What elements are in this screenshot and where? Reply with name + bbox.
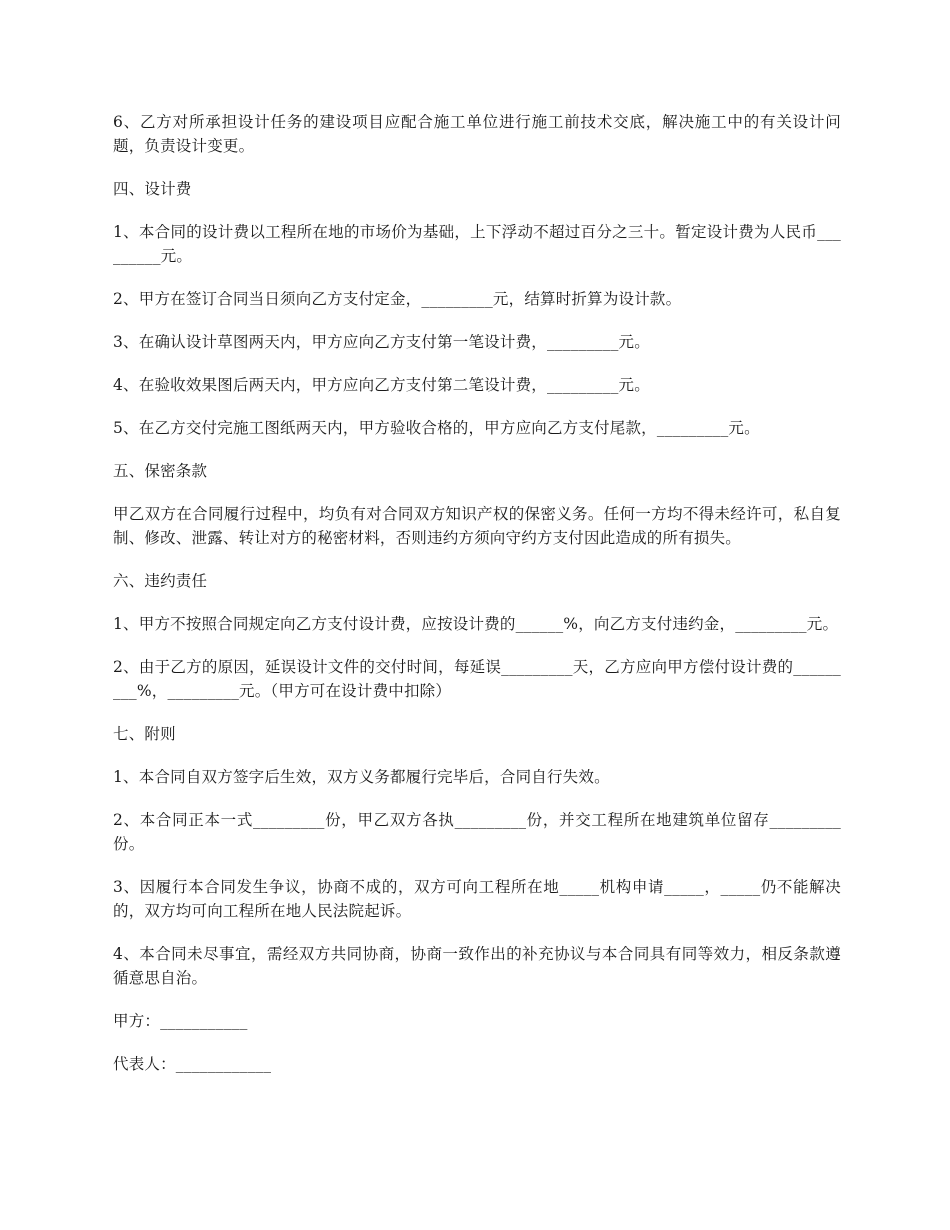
clause-7-4: 4、本合同未尽事宜，需经双方共同协商，协商一致作出的补充协议与本合同具有同等效力，相反条款遵循意思自治。	[113, 945, 841, 987]
clause-4-1: 1、本合同的设计费以工程所在地的市场价为基础，上下浮动不超过百分之三十。暂定设计费为人民币_________元。	[113, 223, 841, 265]
clause-4-2: 2、甲方在签订合同当日须向乙方支付定金，_________元，结算时折算为设计款。	[113, 290, 682, 308]
clause-5-body: 甲乙双方在合同履行过程中，均负有对合同双方知识产权的保密义务。任何一方均不得未经许可，私自复制、修改、泄露、转让对方的秘密材料，否则违约方须向守约方支付因此造成的所有损失。	[113, 505, 841, 547]
signature-party-a: 甲方：___________	[113, 1012, 248, 1030]
clause-4-3: 3、在确认设计草图两天内，甲方应向乙方支付第一笔设计费，_________元。	[113, 333, 650, 351]
clause-7-1: 1、本合同自双方签字后生效，双方义务都履行完毕后，合同自行失效。	[113, 768, 610, 786]
section-5-heading: 五、保密条款	[113, 462, 208, 480]
clause-6-2: 2、由于乙方的原因，延误设计文件的交付时间，每延误_________天，乙方应向甲方偿付设计费的_________%，_________元。（甲方可在设计费中扣除）	[113, 658, 841, 700]
section-7-heading: 七、附则	[113, 725, 176, 743]
clause-7-3: 3、因履行本合同发生争议，协商不成的，双方可向工程所在地_____机构申请_____，_____仍不能解决的，双方均可向工程所在地人民法院起诉。	[113, 878, 841, 920]
clause-7-2: 2、本合同正本一式_________份，甲乙双方各执_________份，并交工程所在地建筑单位留存_________份。	[113, 811, 841, 853]
clause-3-6: 6、乙方对所承担设计任务的建设项目应配合施工单位进行施工前技术交底，解决施工中的有关设计问题，负责设计变更。	[113, 113, 841, 155]
section-4-heading: 四、设计费	[113, 180, 192, 198]
clause-6-1: 1、甲方不按照合同规定向乙方支付设计费，应按设计费的______%，向乙方支付违约金，_________元。	[113, 615, 839, 633]
signature-representative: 代表人：____________	[113, 1055, 272, 1073]
clause-4-4: 4、在验收效果图后两天内，甲方应向乙方支付第二笔设计费，_________元。	[113, 376, 650, 394]
document-page	[113, 110, 841, 1095]
clause-4-5: 5、在乙方交付完施工图纸两天内，甲方验收合格的，甲方应向乙方支付尾款，_________元。	[113, 419, 760, 437]
section-6-heading: 六、违约责任	[113, 572, 208, 590]
